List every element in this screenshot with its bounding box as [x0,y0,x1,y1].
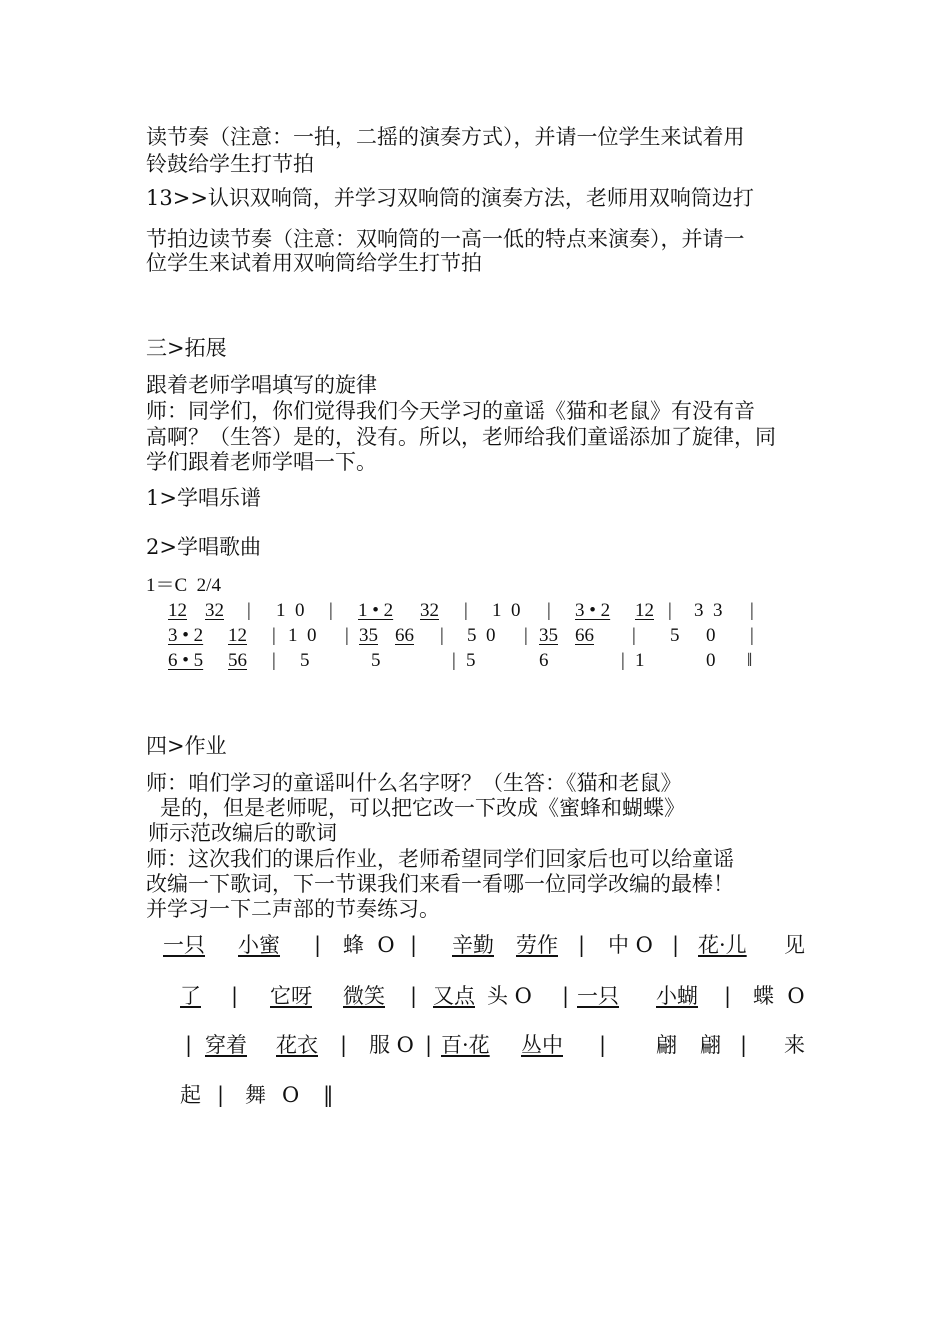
barline: | [440,625,444,646]
score-note: 0 [706,650,716,671]
barline: | [524,625,528,646]
lyric-word: 微笑 [343,984,385,1008]
lyric-word: 劳作 [516,933,558,957]
lyric-word: 起 [180,1083,201,1107]
paragraph-line: 并学习一下二声部的节奏练习。 [146,897,440,921]
barline: | [724,984,732,1008]
barline: | [562,984,570,1008]
final-barline: ‖ [323,1083,334,1107]
lyric-word: 花·儿 [698,933,747,957]
score-note: 0 [706,625,716,646]
barline: | [547,600,551,621]
barline: | [410,933,418,957]
barline: | [750,600,754,621]
score-key: 1＝C 2/4 [146,575,221,596]
score-note: 5 [466,650,476,671]
lyric-word: 蝶 O [753,984,805,1008]
lyric-word: 服 O [369,1033,414,1057]
barline: | [668,600,672,621]
section-heading-expansion: 三>拓展 [146,336,227,360]
paragraph-line: 改编一下歌词，下一节课我们来看一看哪一位同学改编的最棒！ [146,872,734,896]
score-note: 1 • 2 [358,600,394,621]
lyric-word: 见 [784,933,805,957]
paragraph-line: 读节奏（注意：一拍，二摇的演奏方式），并请一位学生来试着用 [146,125,745,149]
barline: | [750,625,754,646]
barline: | [632,625,636,646]
score-note: 5 [371,650,381,671]
lyric-word: 一只 [577,984,619,1008]
lyric-word: 花衣 [276,1033,318,1057]
paragraph-line: 学们跟着老师学唱一下。 [146,450,377,474]
section-heading-homework: 四>作业 [146,734,227,758]
score-note: 66 [575,625,594,646]
score-note: 66 [395,625,414,646]
lyric-word: 翩 [656,1033,677,1057]
score-note: 35 [539,625,558,646]
score-note: 1 0 [288,625,317,646]
barline: | [314,933,322,957]
score-note: 35 [359,625,378,646]
paragraph-line: 师：这次我们的课后作业，老师希望同学们回家后也可以给童谣 [146,847,734,871]
lyric-word: 舞 [245,1083,266,1107]
lyric-word: 它呀 [270,984,312,1008]
score-note: 3 • 2 [168,625,204,646]
final-barline: ‖ [747,650,753,671]
paragraph-line: 高啊？（生答）是的，没有。所以，老师给我们童谣添加了旋律，同 [146,425,776,449]
barline: | [272,625,276,646]
paragraph-line: 师示范改编后的歌词 [148,821,337,845]
subheading-learn-score: 1>学唱乐谱 [146,486,261,510]
lyric-word: 百·花 [441,1033,490,1057]
lyric-word: 穿着 [205,1033,247,1057]
paragraph-line: 是的，但是老师呢，可以把它改一下改成《蜜蜂和蝴蝶》 [160,796,685,820]
lyric-word: 蜂 O [343,933,395,957]
lyric-word: O [282,1083,300,1107]
paragraph-line: 师：咱们学习的童谣叫什么名字呀？（生答：《猫和老鼠》 [146,771,682,795]
score-note: 6 • 5 [168,650,204,671]
paragraph-line: 位学生来试着用双响筒给学生打节拍 [146,251,482,275]
score-note: 32 [205,600,224,621]
barline: | [272,650,276,671]
barline: | [621,650,625,671]
paragraph-line: 跟着老师学唱填写的旋律 [146,373,377,397]
lyric-word: 一只 [163,933,205,957]
lyric-word: 了 [180,984,201,1008]
barline: | [740,1033,748,1057]
subheading-learn-song: 2>学唱歌曲 [146,535,261,559]
score-note: 12 [168,600,187,621]
barline: | [185,1033,193,1057]
score-note: 5 [300,650,310,671]
barline: | [672,933,680,957]
score-note: 56 [228,650,247,671]
lyric-word: 来 [784,1033,805,1057]
barline: | [329,600,333,621]
paragraph-line: 师：同学们，你们觉得我们今天学习的童谣《猫和老鼠》有没有音 [146,399,755,423]
score-note: 1 [635,650,645,671]
lyric-word: 小蝴 [656,984,698,1008]
score-note: 5 [670,625,680,646]
barline: | [599,1033,607,1057]
lyric-word: 翩 [700,1033,721,1057]
barline: | [247,600,251,621]
barline: | [425,1033,433,1057]
lyric-word: 中 O [608,933,653,957]
score-note: 32 [420,600,439,621]
lyric-word: 头 O [487,984,532,1008]
barline: | [231,984,239,1008]
score-note: 12 [228,625,247,646]
lyric-word: 辛勤 [452,933,494,957]
barline: | [345,625,349,646]
score-note: 6 [539,650,549,671]
lyric-word: 丛中 [521,1033,563,1057]
barline: | [340,1033,348,1057]
barline: | [410,984,418,1008]
score-note: 3 3 [694,600,723,621]
score-note: 5 0 [467,625,496,646]
score-note: 1 0 [492,600,521,621]
paragraph-line: 节拍边读节奏（注意：双响筒的一高一低的特点来演奏），并请一 [146,227,745,251]
score-note: 3 • 2 [575,600,611,621]
lyric-word: 小蜜 [238,933,280,957]
score-note: 1 0 [276,600,305,621]
barline: | [578,933,586,957]
paragraph-line: 13>>认识双响筒，并学习双响筒的演奏方法，老师用双响筒边打 [146,186,754,210]
barline: | [217,1083,225,1107]
lyric-word: 又点 [433,984,475,1008]
paragraph-line: 铃鼓给学生打节拍 [146,152,314,176]
barline: | [452,650,456,671]
score-note: 12 [635,600,654,621]
barline: | [464,600,468,621]
